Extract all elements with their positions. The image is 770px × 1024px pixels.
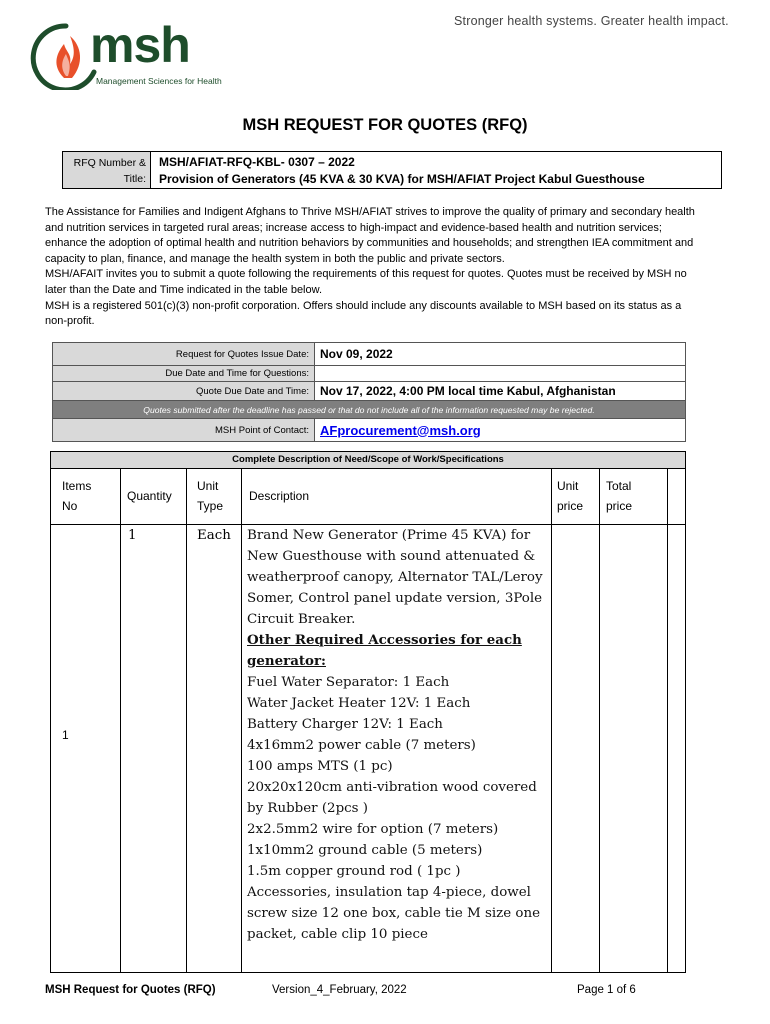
footer-version: Version_4_February, 2022 bbox=[272, 984, 407, 996]
col-items-label: Items bbox=[62, 479, 92, 493]
col-description-header: Description bbox=[249, 489, 310, 503]
accessory-item: 2x2.5mm2 wire for option (7 meters) bbox=[247, 822, 499, 837]
accessory-item: 4x16mm2 power cable (7 meters) bbox=[247, 738, 476, 753]
accessory-item: 1.5m copper ground rod ( 1pc ) bbox=[247, 864, 461, 879]
accessories-heading-2: generator: bbox=[247, 653, 326, 669]
column-divider bbox=[667, 469, 668, 972]
issue-date-label: Request for Quotes Issue Date: bbox=[53, 343, 315, 365]
intro-text bbox=[45, 205, 695, 330]
description-line: Brand New Generator (Prime 45 KVA) for bbox=[247, 528, 531, 543]
column-divider bbox=[599, 469, 600, 972]
logo-wordmark: msh bbox=[90, 17, 190, 73]
row1-description bbox=[247, 525, 547, 945]
intro-paragraph-1: The Assistance for Families and Indigent Afghans to Thrive MSH/AFIAT strives to improve the quality of primary and secondary health and nutrition services in targeted rural areas; increase access to high-impact and evidence-based health and nutrition services; enhance the adoption of optimal health and nutrition behaviors by communities and households; and strengthen IEA commitment and capacity to plan, finance, and manage the health system in both the public and private sectors. bbox=[45, 206, 695, 265]
issue-date-value: Nov 09, 2022 bbox=[320, 347, 393, 361]
rfq-title-label: Title: bbox=[123, 173, 146, 185]
col-unit-label-2: Type bbox=[197, 499, 224, 513]
msh-logo bbox=[26, 17, 226, 90]
col-total-label-2: price bbox=[606, 499, 633, 513]
rfq-labels bbox=[63, 152, 151, 188]
warning-row bbox=[53, 401, 685, 419]
col-price-label-2: price bbox=[557, 499, 584, 513]
col-unit-label: Unit bbox=[197, 479, 219, 493]
contact-label: MSH Point of Contact: bbox=[53, 419, 315, 441]
intro-paragraph-3: MSH is a registered 501(c)(3) non-profit corporation. Offers should include any discounts available to MSH based on its status as a non-profit. bbox=[45, 299, 682, 328]
footer-title: MSH Request for Quotes (RFQ) bbox=[45, 984, 216, 996]
accessory-item: Water Jacket Heater 12V: 1 Each bbox=[247, 696, 471, 711]
rfq-number-title-box bbox=[62, 151, 722, 189]
col-items-header bbox=[62, 476, 91, 516]
intro-paragraph-2: MSH/AFAIT invites you to submit a quote following the requirements of this request for quotes. Quotes must be received by MSH no later than the Date and Time indicated in the table below. bbox=[45, 268, 687, 296]
accessory-item: Battery Charger 12V: 1 Each bbox=[247, 717, 443, 732]
description-line: weatherproof canopy, Alternator TAL/Leroy bbox=[247, 570, 543, 585]
accessory-item: Fuel Water Separator: 1 Each bbox=[247, 675, 450, 690]
accessory-item: screw size 12 one box, cable tie M size one bbox=[247, 906, 540, 921]
row1-unit-type: Each bbox=[197, 528, 231, 543]
row1-quantity: 1 bbox=[128, 528, 137, 543]
logo-subtext: Management Sciences for Health bbox=[96, 76, 222, 86]
accessory-item: 20x20x120cm anti-vibration wood covered bbox=[247, 780, 537, 795]
questions-date-row bbox=[53, 366, 685, 382]
accessory-item: 1x10mm2 ground cable (5 meters) bbox=[247, 843, 483, 858]
col-price-label: Unit bbox=[557, 479, 579, 493]
accessories-heading: Other Required Accessories for each bbox=[247, 632, 522, 648]
col-total-price-header bbox=[606, 476, 632, 516]
due-date-value: Nov 17, 2022, 4:00 PM local time Kabul, Afghanistan bbox=[320, 384, 616, 398]
description-line: Circuit Breaker. bbox=[247, 612, 356, 627]
row1-item-no: 1 bbox=[62, 728, 69, 742]
col-unit-type-header bbox=[197, 476, 223, 516]
rfq-title-value: Provision of Generators (45 KVA & 30 KVA) for MSH/AFIAT Project Kabul Guesthouse bbox=[159, 171, 645, 186]
rfq-number-value: MSH/AFIAT-RFQ-KBL- 0307 – 2022 bbox=[159, 155, 355, 169]
accessory-item: by Rubber (2pcs ) bbox=[247, 801, 368, 816]
col-unit-price-header bbox=[557, 476, 583, 516]
description-line: New Guesthouse with sound attenuated & bbox=[247, 549, 536, 564]
column-divider bbox=[186, 469, 187, 972]
contact-value bbox=[315, 419, 685, 441]
questions-date-value bbox=[315, 366, 685, 381]
accessory-item: Accessories, insulation tap 4-piece, dowel bbox=[247, 885, 531, 900]
contact-row bbox=[53, 419, 685, 441]
dates-table bbox=[52, 342, 686, 442]
column-divider bbox=[120, 469, 121, 972]
rfq-number-label: RFQ Number & bbox=[73, 157, 146, 169]
accessory-item: 100 amps MTS (1 pc) bbox=[247, 759, 393, 774]
description-line: Somer, Control panel update version, 3Pole bbox=[247, 591, 543, 606]
footer-page-number: Page 1 of 6 bbox=[577, 984, 636, 996]
rfq-values bbox=[159, 154, 645, 187]
specifications-heading: Complete Description of Need/Scope of Work/Specifications bbox=[51, 452, 685, 469]
document-title: MSH REQUEST FOR QUOTES (RFQ) bbox=[242, 116, 528, 134]
col-quantity-header: Quantity bbox=[127, 489, 172, 503]
due-date-row bbox=[53, 382, 685, 401]
column-divider bbox=[551, 469, 552, 972]
issue-date-row bbox=[53, 343, 685, 366]
due-date-label: Quote Due Date and Time: bbox=[53, 382, 315, 400]
tagline: Stronger health systems. Greater health impact. bbox=[454, 14, 729, 28]
accessory-item: packet, cable clip 10 piece bbox=[247, 927, 428, 942]
late-quote-warning: Quotes submitted after the deadline has passed or that do not include all of the information requested may be rejected. bbox=[53, 401, 685, 418]
questions-date-label: Due Date and Time for Questions: bbox=[53, 366, 315, 381]
contact-email-link[interactable]: AFprocurement@msh.org bbox=[320, 422, 481, 438]
col-total-label: Total bbox=[606, 479, 632, 493]
column-divider bbox=[241, 469, 242, 972]
col-items-label-2: No bbox=[62, 499, 78, 513]
